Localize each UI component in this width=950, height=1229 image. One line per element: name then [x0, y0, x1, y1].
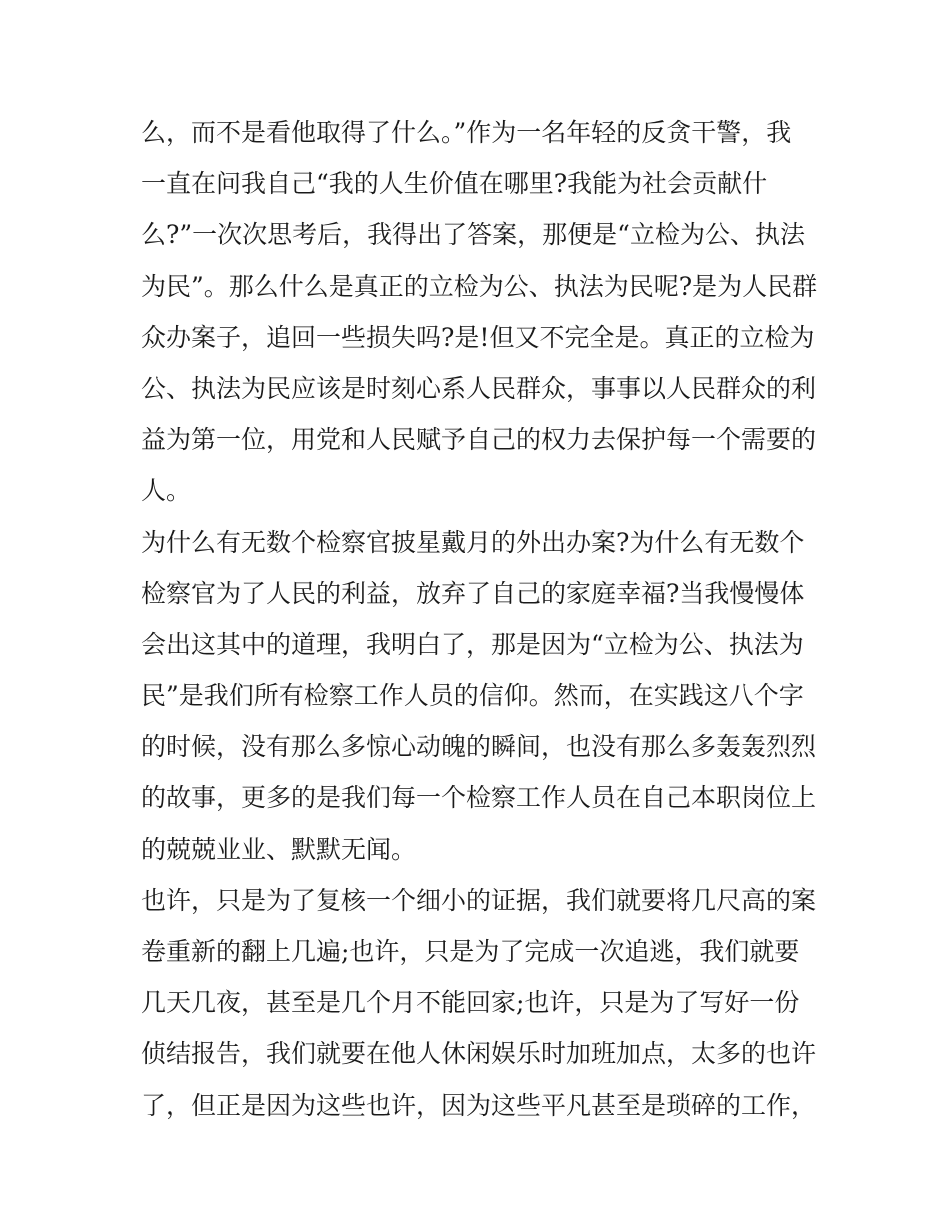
text-line: 检察官为了人民的利益，放弃了自己的家庭幸福?当我慢慢体 [141, 578, 805, 608]
text-line: 么，而不是看他取得了什么。”作为一名年轻的反贪干警，我 [141, 118, 792, 147]
text-line: 人。 [141, 476, 192, 506]
text-line: 众办案子，追回一些损失吗?是!但又不完全是。真正的立检为 [141, 322, 815, 352]
text-line: 的时候，没有那么多惊心动魄的瞬间，也没有那么多轰轰烈烈 [141, 732, 817, 762]
text-line: 的兢兢业业、默默无闻。 [141, 834, 417, 864]
text-line: 会出这其中的道理，我明白了，那是因为“立检为公、执法为 [141, 629, 804, 659]
text-line: 一直在问我自己“我的人生价值在哪里?我能为社会贡献什 [141, 169, 768, 199]
text-line: 公、执法为民应该是时刻心系人民群众，事事以人民群众的利 [141, 373, 817, 403]
text-line: 也许，只是为了复核一个细小的证据，我们就要将几尺高的案 [141, 885, 817, 915]
text-line: 民”是我们所有检察工作人员的信仰。然而，在实践这八个字 [141, 681, 804, 711]
text-line: 益为第一位，用党和人民赋予自己的权力去保护每一个需要的 [141, 425, 817, 455]
document-body-text [141, 107, 821, 1131]
text-line: 了，但正是因为这些也许，因为这些平凡甚至是琐碎的工作， [141, 1090, 817, 1120]
text-line: 为什么有无数个检察官披星戴月的外出办案?为什么有无数个 [141, 527, 805, 557]
text-line: 为民”。那么什么是真正的立检为公、执法为民呢?是为人民群 [141, 271, 818, 301]
text-line: 侦结报告，我们就要在他人休闲娱乐时加班加点，太多的也许 [141, 1039, 817, 1069]
text-line: 的故事，更多的是我们每一个检察工作人员在自己本职岗位上 [141, 783, 817, 813]
text-line: 么?”一次次思考后，我得出了答案，那便是“立检为公、执法 [141, 220, 805, 250]
text-line: 几天几夜，甚至是几个月不能回家;也许，只是为了写好一份 [141, 988, 800, 1018]
text-line: 卷重新的翻上几遍;也许，只是为了完成一次追逃，我们就要 [141, 937, 800, 966]
